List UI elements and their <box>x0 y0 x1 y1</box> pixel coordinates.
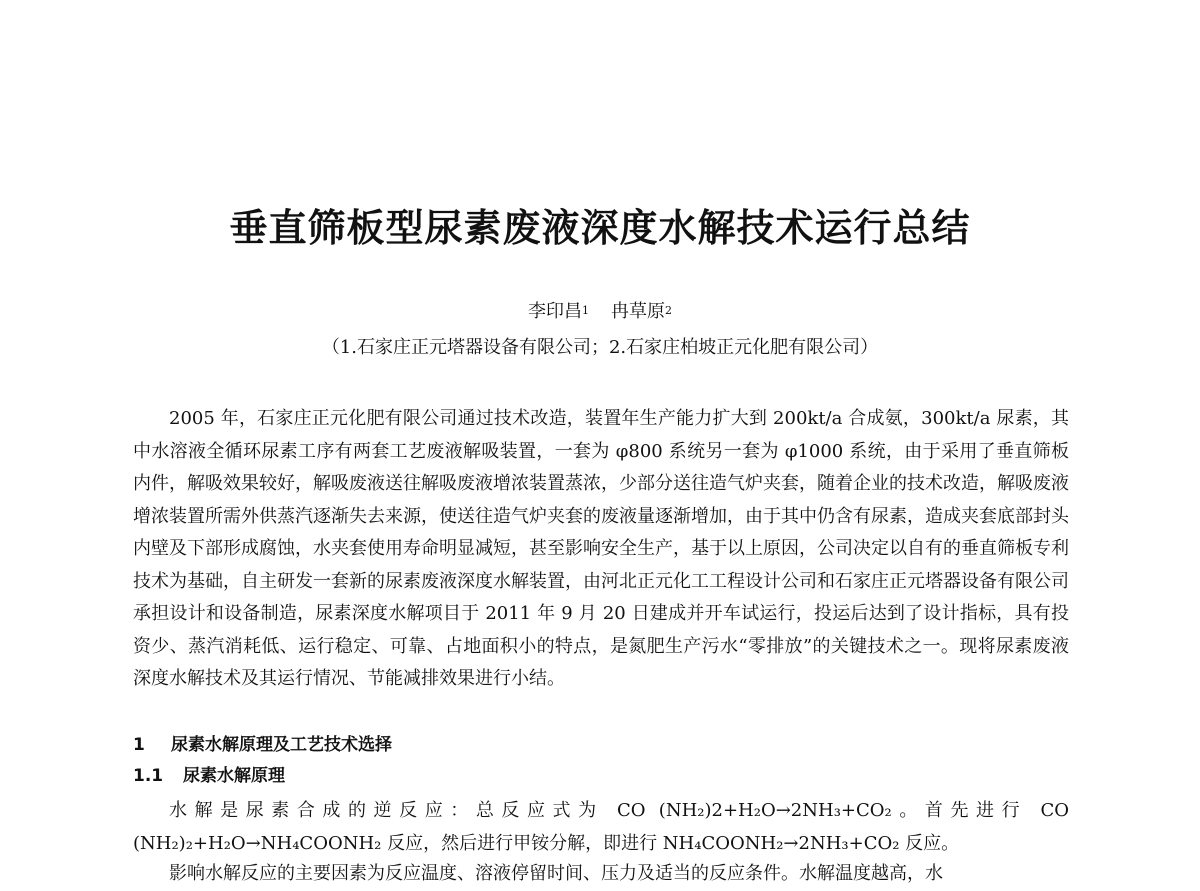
author-line <box>0 297 1200 327</box>
section-number: 1 <box>133 735 145 755</box>
affiliation-line: （1.石家庄正元塔器设备有限公司；2.石家庄柏坡正元化肥有限公司） <box>321 337 879 358</box>
paper-title: 垂直筛板型尿素废液深度水解技术运行总结 <box>229 206 971 250</box>
author-affiliation-mark: 2 <box>665 304 672 317</box>
section-title: 尿素水解原理及工艺技术选择 <box>171 735 392 755</box>
factors-paragraph: 影响水解反应的主要因素为反应温度、溶液停留时间、压力及适当的反应条件。水解温度越高，水 <box>169 863 943 884</box>
subsection-heading <box>133 762 285 790</box>
author-affiliation-mark: 1 <box>582 304 589 317</box>
hydrolysis-paragraph: 水解是尿素合成的逆反应：总反应式为 CO (NH₂)2+H₂O→2NH₃+CO₂。首先进行 CO (NH₂)₂+H₂O→NH₄COONH₂ 反应，然后进行甲铵分解，即进行 NH₄COONH₂→2NH₃+CO₂ 反应。 <box>133 800 1069 854</box>
section-heading <box>133 731 392 759</box>
subsection-number: 1.1 <box>133 766 164 786</box>
author-name: 李印昌 <box>528 301 582 322</box>
intro-paragraph: 2005 年，石家庄正元化肥有限公司通过技术改造，装置年生产能力扩大到 200kt/a 合成氨，300kt/a 尿素，其中水溶液全循环尿素工序有两套工艺废液解吸装置，一套为 φ800 系统另一套为 φ1000 系统，由于采用了垂直筛板内件，解吸效果较好，解吸废液送往解吸废液增浓装置蒸浓，少部分送往造气炉夹套，随着企业的技术改造，解吸废液增浓装置所需外供蒸汽逐渐失去来源，使送往造气炉夹套的废液量逐渐增加，由于其中仍含有尿素，造成夹套底部封头内壁及下部形成腐蚀，水夹套使用寿命明显减短，甚至影响安全生产，基于以上原因，公司决定以自有的垂直筛板专利技术为基础，自主研发一套新的尿素废液深度水解装置，由河北正元化工工程设计公司和石家庄正元塔器设备有限公司承担设计和设备制造，尿素深度水解项目于 2011 年 9 月 20 日建成并开车试运行，投运后达到了设计指标，具有投资少、蒸汽消耗低、运行稳定、可靠、占地面积小的特点，是氮肥生产污水“零排放”的关键技术之一。现将尿素废液深度水解技术及其运行情况、节能减排效果进行小结。 <box>133 408 1069 689</box>
subsection-title: 尿素水解原理 <box>183 766 285 786</box>
author-name: 冉草原 <box>611 301 665 322</box>
